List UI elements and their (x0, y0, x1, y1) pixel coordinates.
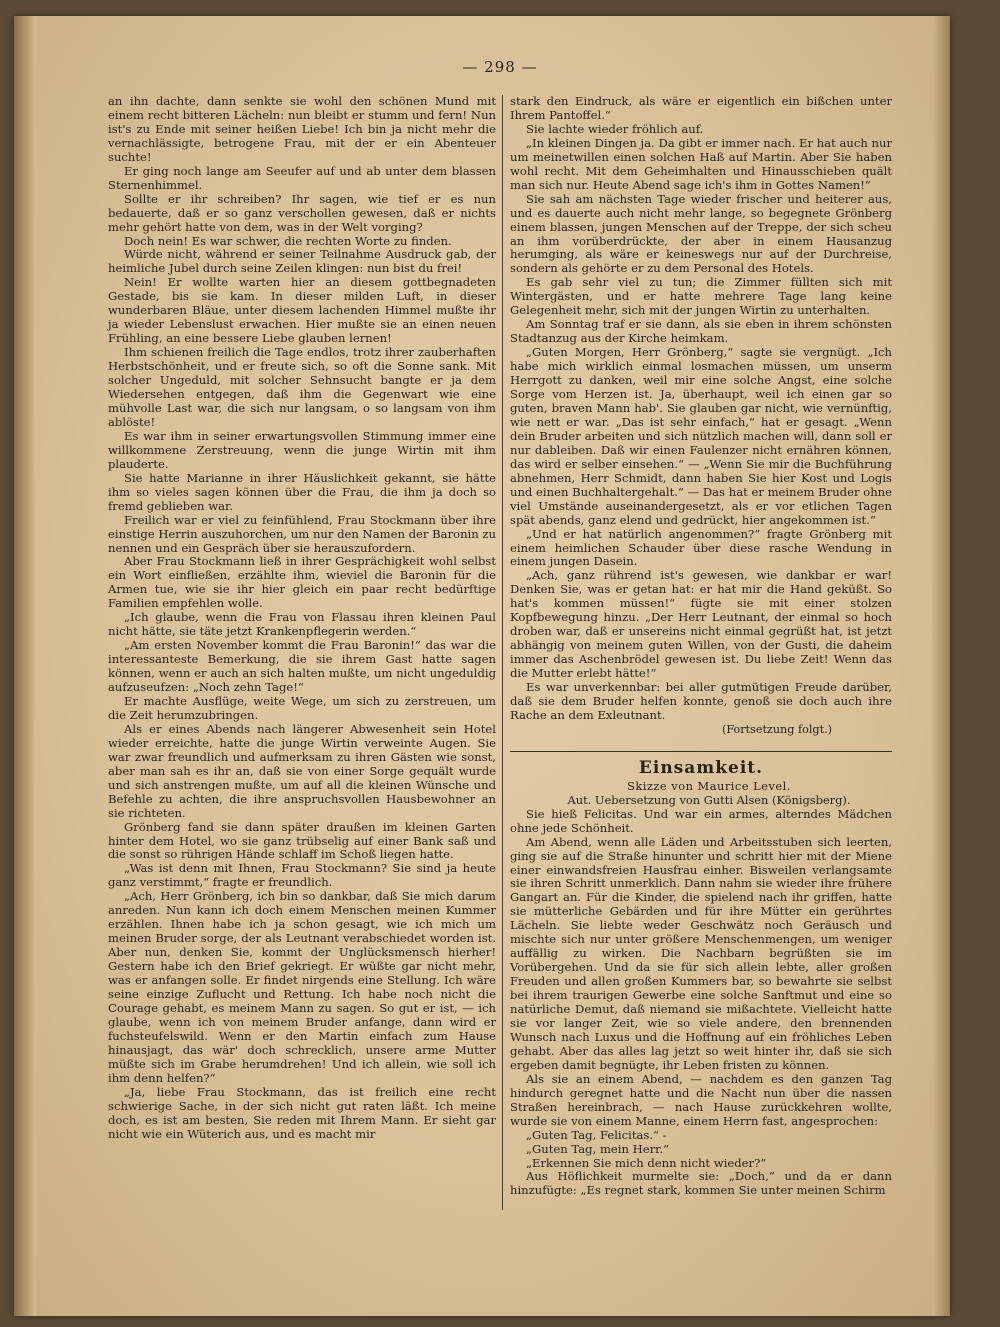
paragraph: „Ach, Herr Grönberg, ich bin so dankbar, daß Sie mich darum anreden. Nun kann ich doch einem Menschen meinen Kummer erzählen. Ihnen habe ich ja schon gesagt, wie ich mich um meinen Bruder sorge, der als Leutnant verabschiedet worden ist. Aber nun, denken Sie, kommt der Unglücksmensch hierher! Gestern habe ich den Brief gekriegt. Er wüßte gar nicht mehr, was er anfangen solle. Er findet nirgends eine Stellung. Ich wäre seine einzige Zuflucht und Rettung. Ich habe noch nicht die Courage gehabt, es meinem Mann zu sagen. So gut er ist, — ich glaube, wenn ich von meinem Bruder anfange, dann wird er fuchsteufelswild. Wenn er den Martin einfach zum Hause hinausjagt, das wär' doch schrecklich, unsere arme Mutter müßte sich im Grabe herumdrehen! Und ich allein, wie soll ich ihm denn helfen?“ (108, 889, 496, 1085)
paragraph: Ihm schienen freilich die Tage endlos, trotz ihrer zauberhaften Herbstschönheit, und er freute sich, so oft die Sonne sank. Mit solcher Ungeduld, mit solcher Sehnsucht bangte er ja dem Wiedersehen entgegen, daß ihm die Gegenwart wie eine mühvolle Last war, die sich nur langsam, o so langsam von ihm ablöste! (108, 345, 496, 429)
paragraph: Am Sonntag traf er sie dann, als sie eben in ihrem schönsten Stadtanzug aus der Kirche heimkam. (510, 317, 892, 346)
continued-note: (Fortsetzung folgt.) (721, 722, 832, 736)
paragraph: Sollte er ihr schreiben? Ihr sagen, wie tief er es nun bedauerte, daß er so ganz verschollen gewesen, daß er nichts mehr gehört hatte von dem, was in der Welt vorging? (108, 191, 496, 234)
story-paragraph: Sie hieß Felicitas. Und war ein armes, alterndes Mädchen ohne jede Schönheit. (510, 806, 892, 835)
paragraph: „Guten Morgen, Herr Grönberg,“ sagte sie vergnügt. „Ich habe mich wirklich einmal losmachen müssen, um unserm Herrgott zu danken, weil mir eine solche Angst, eine solche Sorge vom Herzen ist. Ja, überhaupt, weil ich einen gar so guten, braven Mann hab'. Sie glauben gar nicht, wie vernünftig, wie nett er war. „Das ist sehr einfach,“ hat er gesagt. „Wenn dein Bruder arbeiten und sich nützlich machen will, dann soll er nur dableiben. Daß wir einen Faulenzer nicht ernähren können, das wird er selber einsehen.“ — „Wenn Sie mir die Buchführung abnehmen, Herr Schmidt, dann haben Sie hier Kost und Logis und einen Buchhaltergehalt.“ — Das hat er meinem Bruder ohne viel Umstände auseinandergesetzt, als er vor etlichen Tagen spät abends, ganz elend und gedrückt, hier angekommen ist.“ (510, 345, 892, 527)
paragraph: Es war ihm in seiner erwartungsvollen Stimmung immer eine willkommene Zerstreuung, wenn die junge Wirtin mit ihm plauderte. (108, 428, 496, 471)
page-edge (932, 16, 950, 1316)
paragraph: stark den Eindruck, als wäre er eigentlich ein bißchen unter Ihrem Pantoffel.“ (510, 94, 892, 122)
paragraph: Er machte Ausflüge, weite Wege, um sich zu zerstreuen, um die Zeit herumzubringen. (108, 693, 496, 722)
story-subtitle: Skizze von Maurice Level. (627, 778, 791, 793)
page-binding (14, 16, 36, 1316)
left-column (108, 95, 496, 1141)
paragraph: Doch nein! Es war schwer, die rechten Worte zu finden. (124, 233, 452, 248)
paragraph: „Ja, liebe Frau Stockmann, das ist freilich eine recht schwierige Sache, in der sich nicht gut raten läßt. Ich meine doch, es ist am besten, Sie reden mit Ihrem Mann. Er sieht gar nicht wie ein Wüterich aus, und es macht mir (108, 1084, 496, 1141)
story-paragraph: „Guten Tag, Felicitas.“ - (526, 1127, 667, 1142)
paragraph: Grönberg fand sie dann später draußen im kleinen Garten hinter dem Hotel, wo sie ganz trübselig auf einer Bank saß und die sonst so rührigen Hände schlaff im Schoß liegen hatte. (108, 819, 496, 862)
page-number: — 298 — (462, 58, 538, 76)
paragraph: Er ging noch lange am Seeufer auf und ab unter dem blassen Sternenhimmel. (108, 163, 496, 192)
paragraph: „Was ist denn mit Ihnen, Frau Stockmann? Sie sind ja heute ganz verstimmt,“ fragte er freundlich. (108, 861, 496, 890)
paragraph: Es war unverkennbar: bei aller gutmütigen Freude darüber, daß sie dem Bruder helfen konnte, genoß sie doch auch ihre Rache an dem Exleutnant. (510, 680, 892, 722)
paragraph: Sie sah am nächsten Tage wieder frischer und heiterer aus, und es dauerte auch nicht mehr lange, so begegnete Grönberg einem blassen, jungen Menschen auf der Treppe, der sich scheu an ihm vorüberdrückte, der aber in einem Hausanzug herumging, als wäre er keineswegs nur auf der Durchreise, sondern als gehörte er zu dem Personal des Hotels. (510, 191, 892, 276)
paragraph: „Und er hat natürlich angenommen?“ fragte Grönberg mit einem heimlichen Schauder über diese rasche Wendung in einem jungen Dasein. (510, 526, 892, 569)
paragraph: an ihn dachte, dann senkte sie wohl den schönen Mund mit einem recht bitteren Lächeln: nun bleibt er stumm und fern! Nun ist's zu Ende mit seiner heißen Liebe! Ich bin ja nicht mehr die vernachlässigte, betrogene Frau, mit der er ein Abenteuer suchte! (108, 94, 496, 164)
paragraph: Sie hatte Marianne in ihrer Häuslichkeit gekannt, sie hätte ihm so vieles sagen können über die Frau, die ihm ja doch so fremd geblieben war. (108, 470, 496, 513)
right-column (510, 95, 892, 1198)
column-divider (502, 95, 503, 1210)
section-divider (510, 751, 892, 752)
paragraph: Aber Frau Stockmann ließ in ihrer Gesprächigkeit wohl selbst ein Wort einfließen, erzählte ihm, wieviel die Baronin für die Armen tue, wie sie ihr hier gleich ein paar recht bedürftige Familien empfehlen wolle. (108, 554, 496, 611)
paragraph: Es gab sehr viel zu tun; die Zimmer füllten sich mit Wintergästen, und er hatte mehrere Tage lang keine Gelegenheit mehr, sich mit der jungen Wirtin zu unterhalten. (510, 275, 892, 318)
paragraph: Sie lachte wieder fröhlich auf. (526, 121, 704, 136)
paragraph: Nein! Er wollte warten hier an diesem gottbegnadeten Gestade, bis sie kam. In dieser milden Luft, in dieser wunderbaren Bläue, unter diesem lachenden Himmel mußte ihr ja wieder Lebenslust erwachen. Hier mußte sie an einen neuen Frühling, an eine bessere Liebe glauben lernen! (108, 275, 496, 346)
story-paragraph: Aus Höflichkeit murmelte sie: „Doch,“ und da er dann hinzufügte: „Es regnet stark, kommen Sie unter meinen Schirm (510, 1169, 892, 1198)
paragraph: „In kleinen Dingen ja. Da gibt er immer nach. Er hat auch nur um meinetwillen einen solchen Haß auf Martin. Aber Sie haben wohl recht. Mit dem Geheimhalten und Hinausschieben quält man sich nur. Heute Abend sage ich's ihm in Gottes Namen!“ (510, 135, 892, 192)
story-translation-credit: Aut. Uebersetzung von Gutti Alsen (Königsberg). (567, 792, 851, 807)
paragraph: Würde nicht, während er seiner Teilnahme Ausdruck gab, der heimliche Jubel durch seine Zeilen klingen: nun bist du frei! (108, 247, 496, 276)
story-paragraph: Am Abend, wenn alle Läden und Arbeitsstuben sich leerten, ging sie auf die Straße hinunter und schritt hier mit der Miene einer einwandsfreien Hausfrau einher. Bisweilen verlangsamte sie ihren Schritt unmerklich. Dann nahm sie wieder ihre frühere Gangart an. Für die Kinder, die spielend nach ihr griffen, hatte sie mütterliche Gebärden und für ihre Mütter ein gerührtes Lächeln. Sie liebte weder Geschwätz noch Geräusch und mischte sich nur unter größere Menschenmengen, um weniger auffällig zu wirken. Die Nachbarn begrüßten sie im Vorübergehen. Und da sie für sich allein lebte, aller großen Freuden und allen großen Kummers bar, so bewahrte sie selbst bei ihrem traurigen Gewerbe eine solche Sanftmut und eine so natürliche Demut, daß niemand sie mißachtete. Vielleicht hatte sie vor langer Zeit, wie so viele andere, den brennenden Wunsch nach Luxus und die Hoffnung auf ein fröhliches Leben gehabt. Aber das alles lag jetzt so weit hinter ihr, daß sie sich ergeben damit begnügte, ihr Leben fristen zu können. (510, 834, 892, 1072)
paragraph: Freilich war er viel zu feinfühlend, Frau Stockmann über ihre einstige Herrin auszuhorchen, um nur den Namen der Baronin zu nennen und ein Gespräch über sie herauszufordern. (108, 512, 496, 555)
story-title: Einsamkeit. (638, 757, 764, 778)
story-paragraph: Als sie an einem Abend, — nachdem es den ganzen Tag hindurch geregnet hatte und die Nacht nun über die nassen Straßen hereinbrach, — nach Hause zurückkehren wollte, wurde sie von einem Manne, einem Herrn fast, angesprochen: (510, 1071, 892, 1128)
story-paragraph: „Guten Tag, mein Herr.“ (526, 1141, 670, 1156)
paragraph: Als er eines Abends nach längerer Abwesenheit sein Hotel wieder erreichte, hatte die junge Wirtin verweinte Augen. Sie war zwar freundlich und aufmerksam zu ihren Gästen wie sonst, aber man sah es ihr an, daß sie von einer Sorge gequält wurde und sich anstrengen mußte, um auf all die kleinen Wünsche und Befehle zu achten, die ihre anspruchsvollen Hausbewohner an sie richteten. (108, 721, 496, 820)
paragraph: „Ach, ganz rührend ist's gewesen, wie dankbar er war! Denken Sie, was er getan hat: er hat mir die Hand geküßt. So hat's kommen müssen!“ fügte sie mit einer stolzen Kopfbewegung hinzu. „Der Herr Leutnant, der einmal so hoch droben war, daß er unsereins nicht einmal gegrüßt hat, ist jetzt abhängig von meinem guten Willen, von der Gusti, die daheim immer das Aschenbrödel gewesen ist. Du liebe Zeit! Wenn das die Mutter erlebt hätte!“ (510, 568, 892, 681)
paragraph: „Am ersten November kommt die Frau Baronin!“ das war die interessanteste Bemerkung, die sie ihrem Gast hatte sagen können, wenn er auch an sich halten mußte, um nicht ungeduldig aufzuseufzen: „Noch zehn Tage!“ (108, 638, 496, 695)
paragraph: „Ich glaube, wenn die Frau von Flassau ihren kleinen Paul nicht hätte, sie täte jetzt Krankenpflegerin werden.“ (108, 610, 496, 639)
story-paragraph: „Erkennen Sie mich denn nicht wieder?“ (526, 1155, 767, 1170)
